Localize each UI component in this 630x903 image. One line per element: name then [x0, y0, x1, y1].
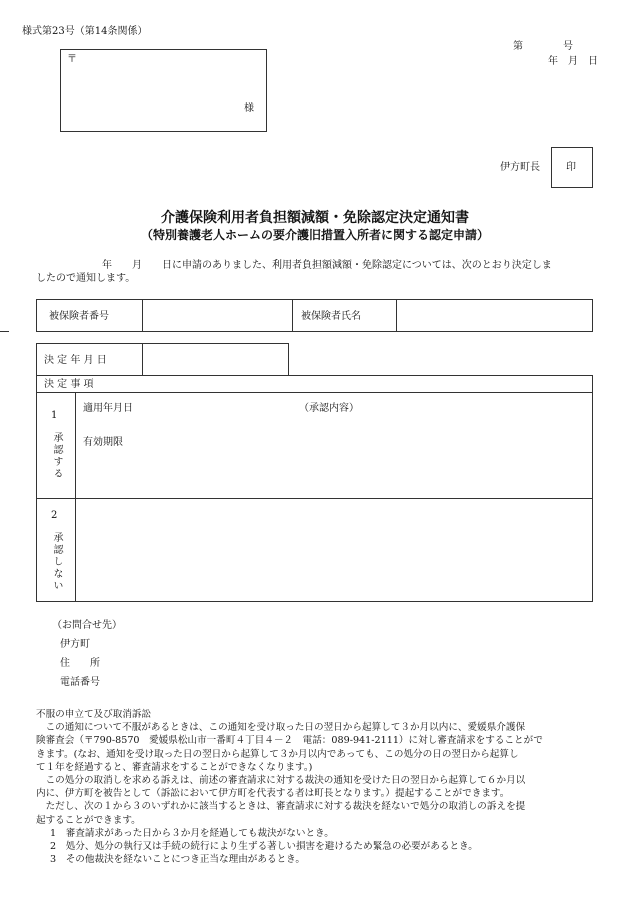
reject-label: 承認しない: [51, 532, 62, 592]
postal-mark: 〒: [67, 54, 77, 65]
appeal-p1-l1: この通知について不服があるときは、この通知を受け取った日の翌日から起算して３か月以内に、愛媛県介護保: [45, 722, 526, 734]
contact-phone-label: 電話番号: [60, 677, 100, 688]
appeal-p1-l3: きます。(なお、通知を受け取った日の翌日から起算して３か月以内であっても、この処分の日の翌日から起算し: [36, 748, 519, 760]
appeal-p3-l2: 起することができます。: [36, 814, 141, 826]
document-title: 介護保険利用者負担額減額・免除認定決定通知書: [161, 210, 469, 226]
issuer-title: 伊方町長: [500, 162, 540, 173]
insured-info-table: [36, 299, 593, 332]
appeal-p2-l2: 内に、伊方町を被告として（訴訟において伊方町を代表する者は町長となります。）提起することができます。: [36, 788, 510, 800]
appeal-p1-l2: 険審査会（〒790-8570 愛媛県松山市一番町４丁目４－２ 電話：089-941-2111）に対し審査請求をすることがで: [36, 735, 543, 747]
decision-date-table: [36, 343, 289, 376]
appeal-item-1: 1 審査請求があった日から３か月を経過しても裁決がないとき。: [50, 827, 334, 839]
appeal-item-2: 2 処分、処分の執行又は手続の続行により生ずる著しい損害を避けるため緊急の必要があるとき。: [50, 841, 478, 853]
decision-matters-table: [36, 375, 593, 602]
date-label: 年 月 日: [548, 56, 598, 67]
seal-mark: 印: [566, 162, 576, 173]
contact-heading: （お問合せ先）: [52, 620, 122, 631]
decision-date-field[interactable]: [144, 346, 287, 373]
document-subtitle: （特別養護老人ホームの要介護旧措置入所者に関する認定申請）: [140, 228, 489, 242]
insured-number-label: 被保険者番号: [49, 311, 109, 322]
seal-box: [551, 147, 593, 188]
contact-address-label: 住 所: [60, 658, 100, 669]
validity-label: 有効期限: [83, 437, 123, 448]
appeal-p2-l1: この処分の取消しを求める訴えは、前述の審査請求に対する裁決の通知を受けた日の翌日から起算して６か月以: [45, 775, 526, 787]
appeal-p1-l4: て１年を経過すると、審査請求をすることができなくなります。): [36, 761, 313, 773]
margin-mark: [0, 331, 9, 332]
form-number: 様式第23号（第14条関係）: [22, 26, 148, 37]
insured-name-field[interactable]: [398, 302, 590, 329]
insured-name-label: 被保険者氏名: [301, 311, 361, 322]
appeal-section: [36, 708, 616, 866]
appeal-item-3: 3 その他裁決を経ないことにつき正当な理由があるとき。: [50, 854, 305, 866]
appeal-p3-l1: ただし、次の１から３のいずれかに該当するときは、審査請求に対する裁決を経ないで処分の取消しの訴えを提: [45, 801, 526, 813]
application-date-label: 適用年月日: [83, 403, 133, 414]
insured-number-field[interactable]: [144, 302, 290, 329]
number-label: 第 号: [513, 41, 573, 52]
address-box: [60, 49, 267, 132]
reject-number: 2: [51, 510, 58, 521]
honorific: 様: [244, 103, 254, 114]
appeal-heading: 不服の申立て及び取消訴訟: [36, 709, 152, 720]
approve-number: 1: [51, 410, 58, 421]
intro-line-1: 年 月 日に申請のありました、利用者負担額減額・免除認定については、次のとおり決定しま: [102, 260, 552, 271]
approve-label: 承認する: [51, 432, 62, 480]
intro-line-2: したので通知します。: [36, 273, 136, 284]
contact-office: 伊方町: [60, 639, 90, 650]
decision-date-label: 決 定 年 月 日: [44, 355, 107, 366]
decision-matters-label: 決 定 事 項: [44, 379, 94, 390]
approval-content-label: （承認内容）: [299, 403, 359, 414]
